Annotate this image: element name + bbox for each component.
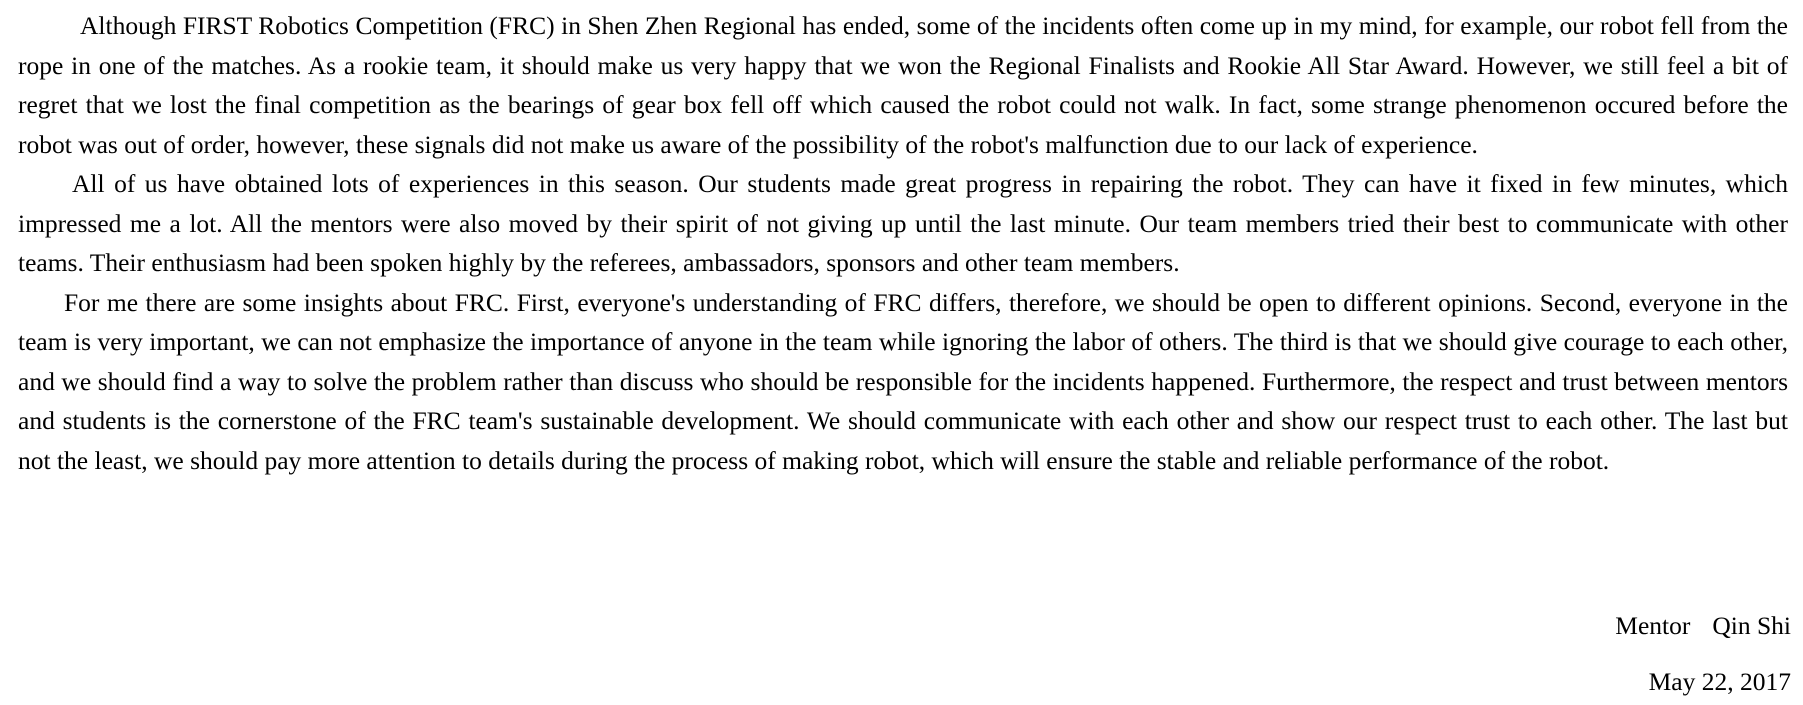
paragraph-2: All of us have obtained lots of experiences in this season. Our students made great progress in repairing the robot. They can have it fixed in few minutes, which impressed me a lot. All the mentors were also moved by their spirit of not giving up until the last minute. Our team members tried their best to communicate with other teams. Their enthusiasm had been spoken highly by the referees, ambassadors, sponsors and other team members. — [18, 169, 1788, 277]
signature-date: May 22, 2017 — [1648, 667, 1791, 696]
document-body — [18, 6, 1788, 480]
paragraph-1: Although FIRST Robotics Competition (FRC) in Shen Zhen Regional has ended, some of the incidents often come up in my mind, for example, our robot fell from the rope in one of the matches. As a rookie team, it should make us very happy that we won the Regional Finalists and Rookie All Star Award. However, we still feel a bit of regret that we lost the final competition as the bearings of gear box fell off which caused the robot could not walk. In fact, some strange phenomenon occured before the robot was out of order, however, these signals did not make us aware of the possibility of the robot's malfunction due to our lack of experience. — [18, 11, 1788, 159]
signature-name: Qin Shi — [1712, 611, 1791, 640]
signature-role: Mentor — [1615, 611, 1691, 640]
signature-line — [1615, 611, 1791, 641]
paragraph-3: For me there are some insights about FRC. First, everyone's understanding of FRC differs, therefore, we should be open to different opinions. Second, everyone in the team is very important, we can not emphasize the importance of anyone in the team while ignoring the labor of others. The third is that we should give courage to each other, and we should find a way to solve the problem rather than discuss who should be responsible for the incidents happened. Furthermore, the respect and trust between mentors and students is the cornerstone of the FRC team's sustainable development. We should communicate with each other and show our respect trust to each other. The last but not the least, we should pay more attention to details during the process of making robot, which will ensure the stable and reliable performance of the robot. — [18, 287, 1788, 475]
